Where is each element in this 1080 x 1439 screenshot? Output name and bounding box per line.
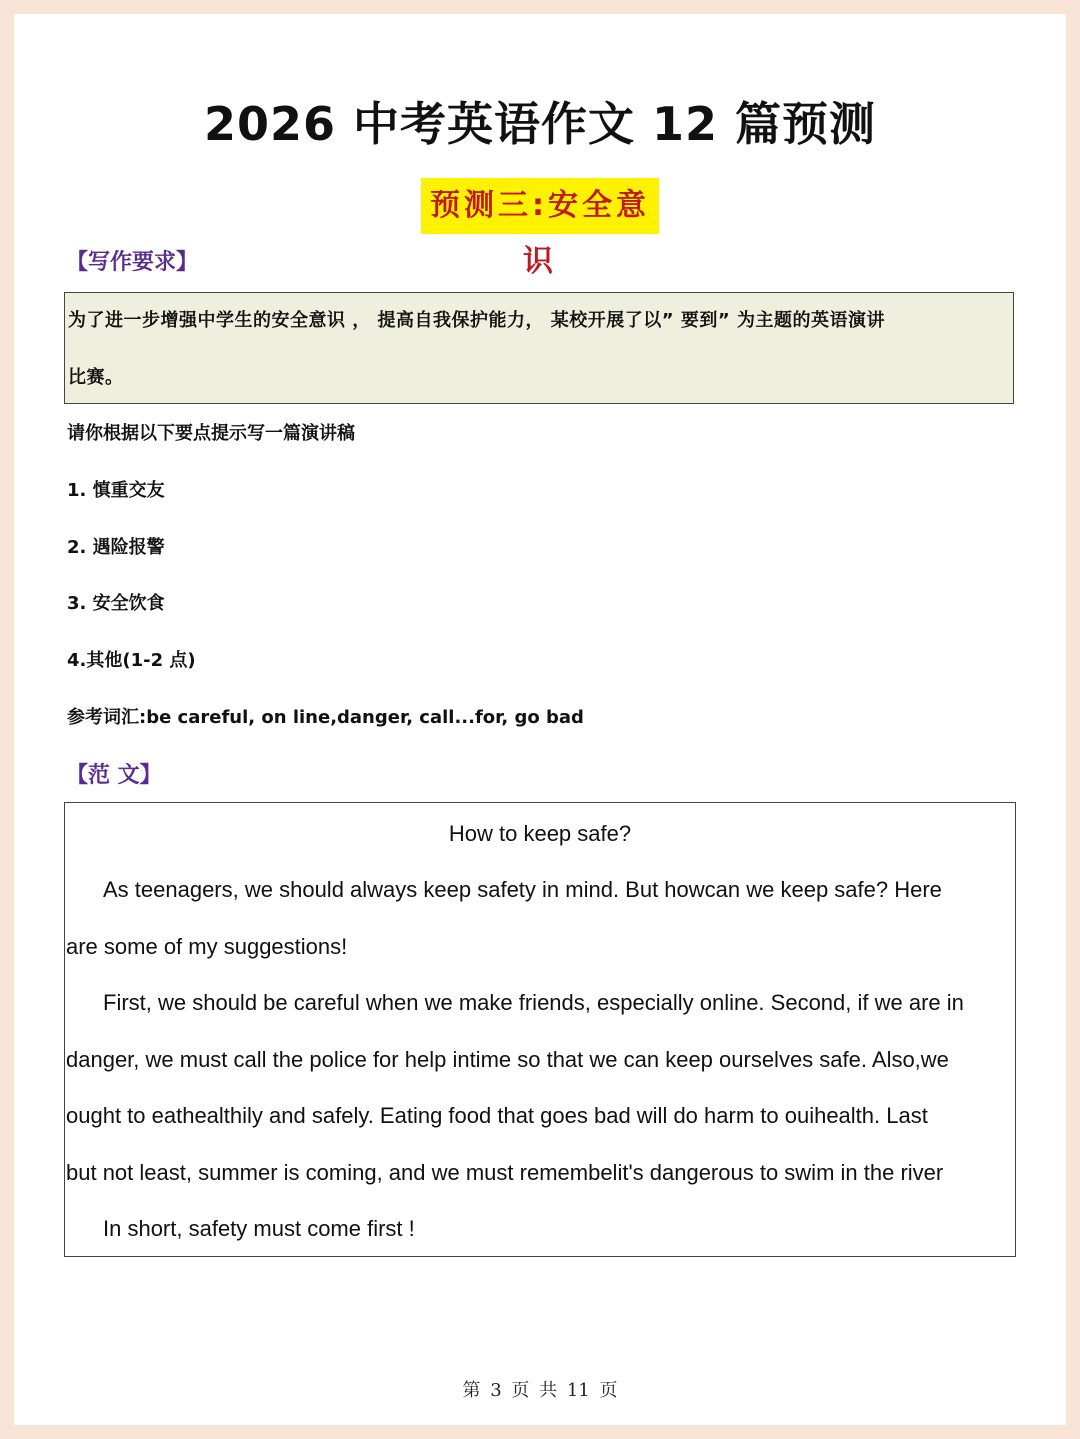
essay-line: ought to eathealthily and safely. Eating food that goes bad will do harm to ouihealth. Last bbox=[66, 1103, 928, 1128]
point-item: 3. 安全饮食 bbox=[67, 593, 165, 614]
point-item: 4.其他(1-2 点) bbox=[67, 650, 196, 671]
page-number-footer: 第 3 页 共 11 页 bbox=[462, 1380, 618, 1401]
sample-essay-box bbox=[64, 802, 1016, 1257]
essay-line: danger, we must call the police for help intime so that we can keep ourselves safe. Also,we bbox=[66, 1047, 949, 1072]
writing-instruction: 请你根据以下要点提示写一篇演讲稿 bbox=[67, 423, 355, 444]
point-item: 1. 慎重交友 bbox=[67, 480, 165, 501]
essay-line: are some of my suggestions! bbox=[66, 934, 348, 959]
point-item: 2. 遇险报警 bbox=[67, 537, 165, 558]
reference-vocabulary: 参考词汇:be careful, on line,danger, call...for, go bad bbox=[67, 707, 584, 728]
prompt-line-2: 比赛。 bbox=[68, 367, 124, 388]
document-subtitle: 预测三:安全意识 bbox=[421, 178, 659, 234]
essay-line: but not least, summer is coming, and we must remembelit's dangerous to swim in the river bbox=[66, 1160, 944, 1185]
sample-essay-heading: 【范 文】 bbox=[66, 763, 162, 788]
essay-line: In short, safety must come first ! bbox=[103, 1216, 415, 1241]
writing-prompt-box bbox=[64, 292, 1014, 404]
essay-line: First, we should be careful when we make friends, especially online. Second, if we are in bbox=[103, 990, 964, 1015]
document-title: 2026 中考英语作文 12 篇预测 bbox=[203, 97, 877, 151]
essay-line: As teenagers, we should always keep safety in mind. But howcan we keep safe? Here bbox=[103, 877, 942, 902]
essay-title: How to keep safe? bbox=[448, 821, 632, 846]
prompt-line-1: 为了进一步增强中学生的安全意识 ， 提高自我保护能力， 某校开展了以” 要到” 为主题的英语演讲 bbox=[68, 310, 885, 331]
writing-requirements-heading: 【写作要求】 bbox=[66, 250, 199, 275]
